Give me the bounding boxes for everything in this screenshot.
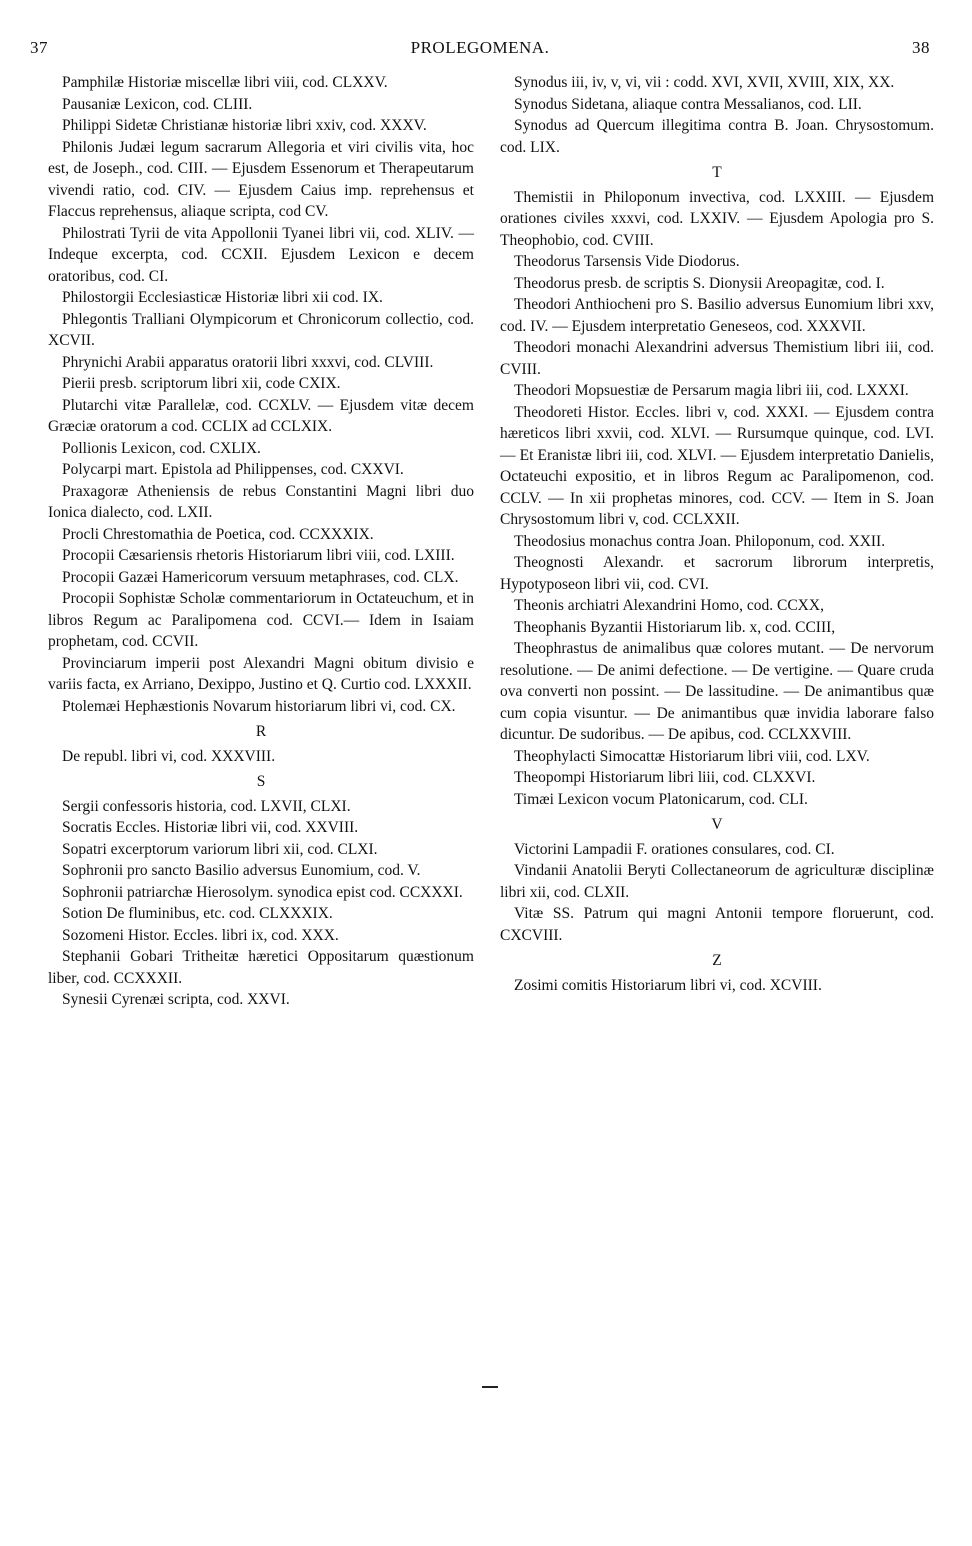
index-entry: Theodorus presb. de scriptis S. Dionysii Areopagitæ, cod. I.	[514, 274, 885, 292]
index-entry: Theodosius monachus contra Joan. Philoponum, cod. XXII.	[514, 532, 886, 550]
page-number-right: 38	[912, 38, 930, 57]
index-entry: Sozomeni Histor. Eccles. libri ix, cod. XXX.	[62, 926, 339, 944]
section-letter-v: V	[711, 816, 723, 833]
index-entry: Sergii confessoris historia, cod. LXVII, CLXI.	[62, 797, 351, 815]
index-entry: Plutarchi vitæ Parallelæ, cod. CCXLV. — Ejusdem vitæ decem Græciæ oratorum a cod. CCLIX ad CCLXIX.	[48, 396, 474, 435]
running-header	[30, 38, 930, 64]
index-entry: Procopii Sophistæ Scholæ commentariorum in Octateuchum, et in libros Regum ac Paralipomena cod. CCVI.— Idem in Isaiam prophetam, cod. CCVII.	[48, 590, 474, 650]
index-entry: Polycarpi mart. Epistola ad Philippenses, cod. CXXVI.	[62, 461, 404, 478]
left-column	[48, 72, 474, 1011]
index-entry: Theophanis Byzantii Historiarum lib. x, cod. CCIII,	[514, 618, 836, 636]
index-entry: Phlegontis Tralliani Olympicorum et Chronicorum collectio, cod. XCVII.	[48, 310, 474, 349]
section-letter-t: T	[712, 164, 722, 181]
right-entries-v	[500, 839, 934, 947]
right-column	[500, 72, 934, 996]
index-entry: Stephanii Gobari Tritheitæ hæretici Oppositarum quæstionum liber, cod. CCXXXII.	[48, 948, 474, 987]
index-entry: Praxagoræ Atheniensis de rebus Constantini Magni libri duo Ionica dialecto, cod. LXII.	[48, 482, 474, 521]
index-entry: Philippi Sidetæ Christianæ historiæ libri xxiv, cod. XXXV.	[62, 117, 427, 134]
index-entry: Theognosti Alexandr. et sacrorum librorum interpretis, Hypotyposeon libri vii, cod. CVI.	[500, 554, 934, 593]
page-number-left: 37	[30, 38, 48, 57]
index-entry: Themistii in Philoponum invectiva, cod. LXXIII. — Ejusdem orationes civiles xxxvi, cod. LXXIV. — Ejusdem Apologia pro S. Theophobio, cod. CVIII.	[500, 188, 934, 249]
left-entries-r	[48, 746, 474, 768]
section-letter-z: Z	[712, 952, 722, 969]
index-entry: Theopompi Historiarum libri liii, cod. CLXXVI.	[514, 769, 816, 786]
right-entries-s	[500, 72, 934, 158]
index-entry: Socratis Eccles. Historiæ libri vii, cod. XXVIII.	[62, 819, 359, 836]
index-entry: Synodus Sidetana, aliaque contra Messalianos, cod. LII.	[514, 95, 862, 113]
index-entry: Theodoreti Histor. Eccles. libri v, cod. XXXI. — Ejusdem contra hæreticos libri xxvii, cod. XLVI. — Rursumque quinque, cod. LVI. — Et Eranistæ libri iii, cod. XLVI. — Ejusdem interpretatio Danielis, Octateuchi expositio, et in libros Regum ac Paralipomenon, cod. CCLV. — In xii prophetas minores, cod. CCV. — Item in S. Joan Chrysostomum libri v, cod. CCLXXII.	[500, 403, 934, 528]
index-entry: Pollionis Lexicon, cod. CXLIX.	[62, 439, 261, 457]
section-letter-s: S	[256, 773, 266, 790]
index-entry: Procopii Gazæi Hamericorum versuum metaphrases, cod. CLX.	[62, 568, 459, 586]
footer-rule	[482, 1386, 498, 1388]
section-letter-r: R	[255, 723, 267, 740]
index-entry: Sotion De fluminibus, etc. cod. CLXXXIX.	[62, 905, 333, 922]
index-entry: Victorini Lampadii F. orationes consulares, cod. CI.	[514, 840, 835, 858]
index-entry: Philonis Judæi legum sacrarum Allegoria et viri civilis vita, hoc est, de Joseph., cod. CIII. — Ejusdem Essenorum et Therapeutarum vivendi ratio, cod. CIV. — Ejusdem Caius imp. reprehensus et Flaccus reprehensus, aliaque scripta, cod CV.	[48, 138, 474, 220]
index-entry: Procli Chrestomathia de Poetica, cod. CCXXXIX.	[62, 525, 374, 543]
index-entry: Phrynichi Arabii apparatus oratorii libri xxxvi, cod. CLVIII.	[62, 353, 434, 371]
index-entry: Pierii presb. scriptorum libri xii, code CXIX.	[62, 375, 341, 392]
index-entry: Synodus iii, iv, v, vi, vii : codd. XVI, XVII, XVIII, XIX, XX.	[514, 74, 895, 91]
index-entry: Zosimi comitis Historiarum libri vi, cod. XCVIII.	[514, 976, 822, 994]
index-entry: Sophronii patriarchæ Hierosolym. synodica epist cod. CCXXXI.	[62, 883, 463, 901]
index-entry: Vitæ SS. Patrum qui magni Antonii tempore floruerunt, cod. CXCVIII.	[500, 905, 934, 944]
index-entry: Pamphilæ Historiæ miscellæ libri viii, cod. CLXXV.	[62, 74, 388, 91]
index-entry: Theodori Anthiocheni pro S. Basilio adversus Eunomium libri xxv, cod. IV. — Ejusdem interpretatio Geneseos, cod. XXXVII.	[500, 296, 934, 335]
right-entries-t	[500, 187, 934, 811]
index-entry: Procopii Cæsariensis rhetoris Historiarum libri viii, cod. LXIII.	[62, 547, 455, 564]
index-entry: Ptolemæi Hephæstionis Novarum historiarum libri vi, cod. CX.	[62, 697, 456, 715]
index-entry: Sopatri excerptorum variorum libri xii, cod. CLXI.	[62, 840, 378, 858]
index-entry: Synesii Cyrenæi scripta, cod. XXVI.	[62, 991, 290, 1008]
index-entry: De republ. libri vi, cod. XXXVIII.	[62, 747, 276, 765]
running-title: PROLEGOMENA.	[410, 38, 550, 57]
index-entry: Theophrastus de animalibus quæ colores mutant. — De nervorum resolutione. — De animi defectione. — De vertigine. — Quare cruda ova converti non possint. — De lassitudine. — De animantibus quæ cum copia visuntur. — De animantibus quæ invidia laborare falso dicuntur. De sudoribus. — De apibus, cod. CCLXXVIII.	[500, 640, 934, 743]
left-entries	[48, 72, 474, 717]
index-entry: Theodori monachi Alexandrini adversus Themistium libri iii, cod. CVIII.	[500, 339, 934, 378]
index-entry: Provinciarum imperii post Alexandri Magni obitum divisio e variis facta, ex Arriano, Dexippo, Justino et Q. Curtio cod. LXXXII.	[48, 654, 474, 693]
index-entry: Sophronii pro sancto Basilio adversus Eunomium, cod. V.	[62, 862, 421, 879]
index-entry: Pausaniæ Lexicon, cod. CLIII.	[62, 95, 253, 113]
index-entry: Theodori Mopsuestiæ de Persarum magia libri iii, cod. LXXXI.	[514, 382, 909, 399]
index-entry: Philostrati Tyrii de vita Appollonii Tyanei libri vii, cod. XLIV. — Indeque excerpta, cod. CCXII. Ejusdem Lexicon e decem oratoribus, cod. CI.	[48, 224, 474, 285]
index-entry: Theophylacti Simocattæ Historiarum libri viii, cod. LXV.	[514, 747, 870, 765]
index-entry: Philostorgii Ecclesiasticæ Historiæ libri xii cod. IX.	[62, 289, 383, 306]
index-entry: Theodorus Tarsensis Vide Diodorus.	[514, 253, 740, 270]
left-entries-s	[48, 796, 474, 1011]
right-entries-z	[500, 975, 934, 997]
index-entry: Theonis archiatri Alexandrini Homo, cod. CCXX,	[514, 597, 824, 614]
index-entry: Timæi Lexicon vocum Platonicarum, cod. CLI.	[514, 790, 808, 808]
index-entry: Synodus ad Quercum illegitima contra B. Joan. Chrysostomum. cod. LIX.	[500, 117, 934, 156]
index-entry: Vindanii Anatolii Beryti Collectaneorum de agriculturæ disciplinæ libri xii, cod. CLXII.	[500, 862, 934, 901]
